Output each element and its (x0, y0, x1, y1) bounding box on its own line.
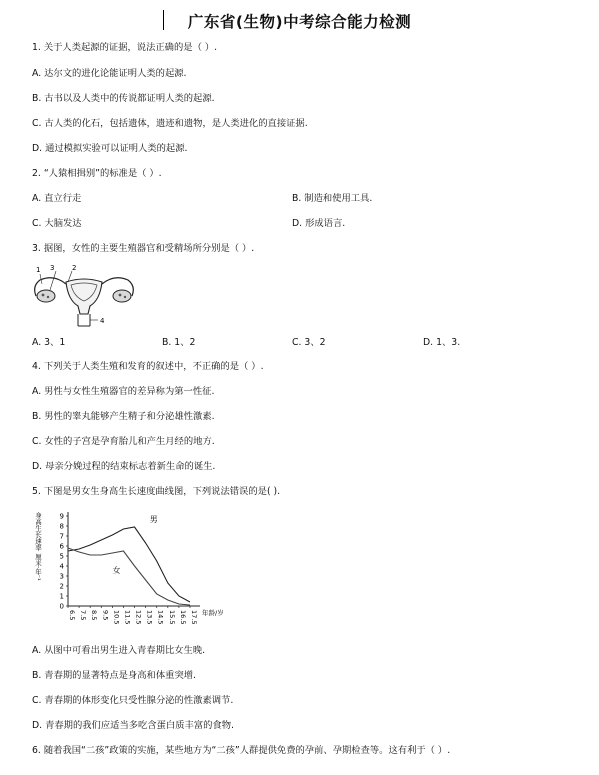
y-tick-label: 8 (59, 522, 64, 531)
q6-stem: 6. 随着我国“二孩”政策的实施，某些地方为“二孩”人群提供免费的孕前、孕期检查等。这有利于（ ）. (32, 745, 451, 756)
x-tick-label: 17.5 (190, 610, 198, 625)
q4-stem: 4. 下列关于人类生殖和发育的叙述中，不正确的是（ ）. (32, 361, 264, 372)
left-ovary (37, 290, 55, 302)
uterus-shape (66, 279, 102, 314)
q4-option-d: D. 母亲分娩过程的结束标志着新生命的诞生. (32, 461, 216, 472)
y-tick-label: 0 (59, 602, 64, 611)
q2-option-c: C. 大脑发达 (32, 218, 82, 229)
q4-option-c: C. 女性的子宫是孕育胎儿和产生月经的地方. (32, 436, 215, 447)
y-tick-label: 5 (59, 552, 64, 561)
q1-option-b: B. 古书以及人类中的传说都证明人类的起源. (32, 93, 215, 104)
x-tick-label: 15.5 (167, 610, 176, 625)
q3-stem: 3. 据图，女性的主要生殖器官和受精场所分别是（ ）. (32, 243, 255, 254)
x-tick-label: 11.5 (123, 610, 132, 625)
series-line-boys (68, 527, 190, 602)
y-tick-label: 2 (59, 582, 64, 591)
x-tick-label: 8.5 (90, 610, 99, 621)
growth-rate-chart (32, 506, 237, 630)
y-tick-label: 6 (59, 542, 64, 551)
x-tick-label: 9.5 (101, 610, 110, 621)
q3-option-c: C. 3、2 (292, 337, 326, 348)
q4-option-b: B. 男性的睾丸能够产生精子和分泌雄性激素. (32, 411, 215, 422)
page-title: 广东省(生物)中考综合能力检测 (187, 13, 412, 31)
series-label-boys: 男 (149, 515, 158, 524)
q5-option-b: B. 青春期的显著特点是身高和体重突增. (32, 670, 196, 681)
y-tick-label: 4 (59, 562, 64, 571)
y-tick-label: 1 (59, 592, 64, 601)
q3-option-d: D. 1、3. (423, 337, 461, 348)
q5-stem: 5. 下图是男女生身高生长速度曲线图，下列说法错误的是( ). (32, 486, 281, 497)
y-tick-label: 3 (59, 572, 64, 581)
q2-option-b: B. 制造和使用工具. (292, 193, 373, 204)
x-tick-label: 14.5 (156, 610, 165, 625)
q5-option-d: D. 青春期的我们应适当多吃含蛋白质丰富的食物. (32, 720, 234, 731)
x-tick-label: 16.5 (178, 610, 187, 625)
figure-label-4: 4 (100, 317, 105, 325)
female-reproductive-system-figure (28, 262, 140, 330)
q2-stem: 2. “人猿相揖别”的标准是（ ）. (32, 168, 162, 179)
figure-label-1: 1 (36, 266, 41, 274)
x-tick-label: 7.5 (79, 610, 88, 621)
q1-option-a: A. 达尔文的进化论能证明人类的起源. (32, 68, 187, 79)
q5-option-a: A. 从图中可看出男生进入青春期比女生晚. (32, 645, 206, 656)
vagina-shape (78, 314, 90, 326)
x-tick-label: 10.5 (112, 610, 121, 625)
figure-label-3: 3 (50, 264, 55, 272)
q4-option-a: A. 男性与女性生殖器官的差异称为第一性征. (32, 386, 215, 397)
x-tick-label: 12.5 (134, 610, 143, 625)
right-ovary (113, 290, 131, 302)
x-tick-label: 13.5 (145, 610, 154, 625)
x-axis-label: 年龄/岁 (202, 609, 224, 617)
figure-label-2: 2 (72, 264, 77, 272)
q5-option-c: C. 青春期的体形变化只受性腺分泌的性激素调节. (32, 695, 234, 706)
q3-option-a: A. 3、1 (32, 337, 66, 348)
q2-option-d: D. 形成语言. (292, 218, 346, 229)
q3-option-b: B. 1、2 (162, 337, 196, 348)
x-tick-label: 6.5 (68, 610, 76, 621)
y-tick-label: 9 (59, 512, 64, 521)
q1-stem: 1. 关于人类起源的证据，说法正确的是（ ）. (32, 42, 218, 53)
series-line-girls (68, 548, 190, 605)
series-label-girls: 女 (112, 566, 121, 575)
y-tick-label: 7 (59, 532, 64, 541)
q1-option-c: C. 古人类的化石，包括遗体，遗迹和遗物，是人类进化的直接证据. (32, 118, 308, 129)
q2-option-a: A. 直立行走 (32, 193, 82, 204)
q1-option-d: D. 通过模拟实验可以证明人类的起源. (32, 143, 188, 154)
y-axis-label: 身高生长速率 厘米·年⁻¹ (34, 512, 42, 581)
